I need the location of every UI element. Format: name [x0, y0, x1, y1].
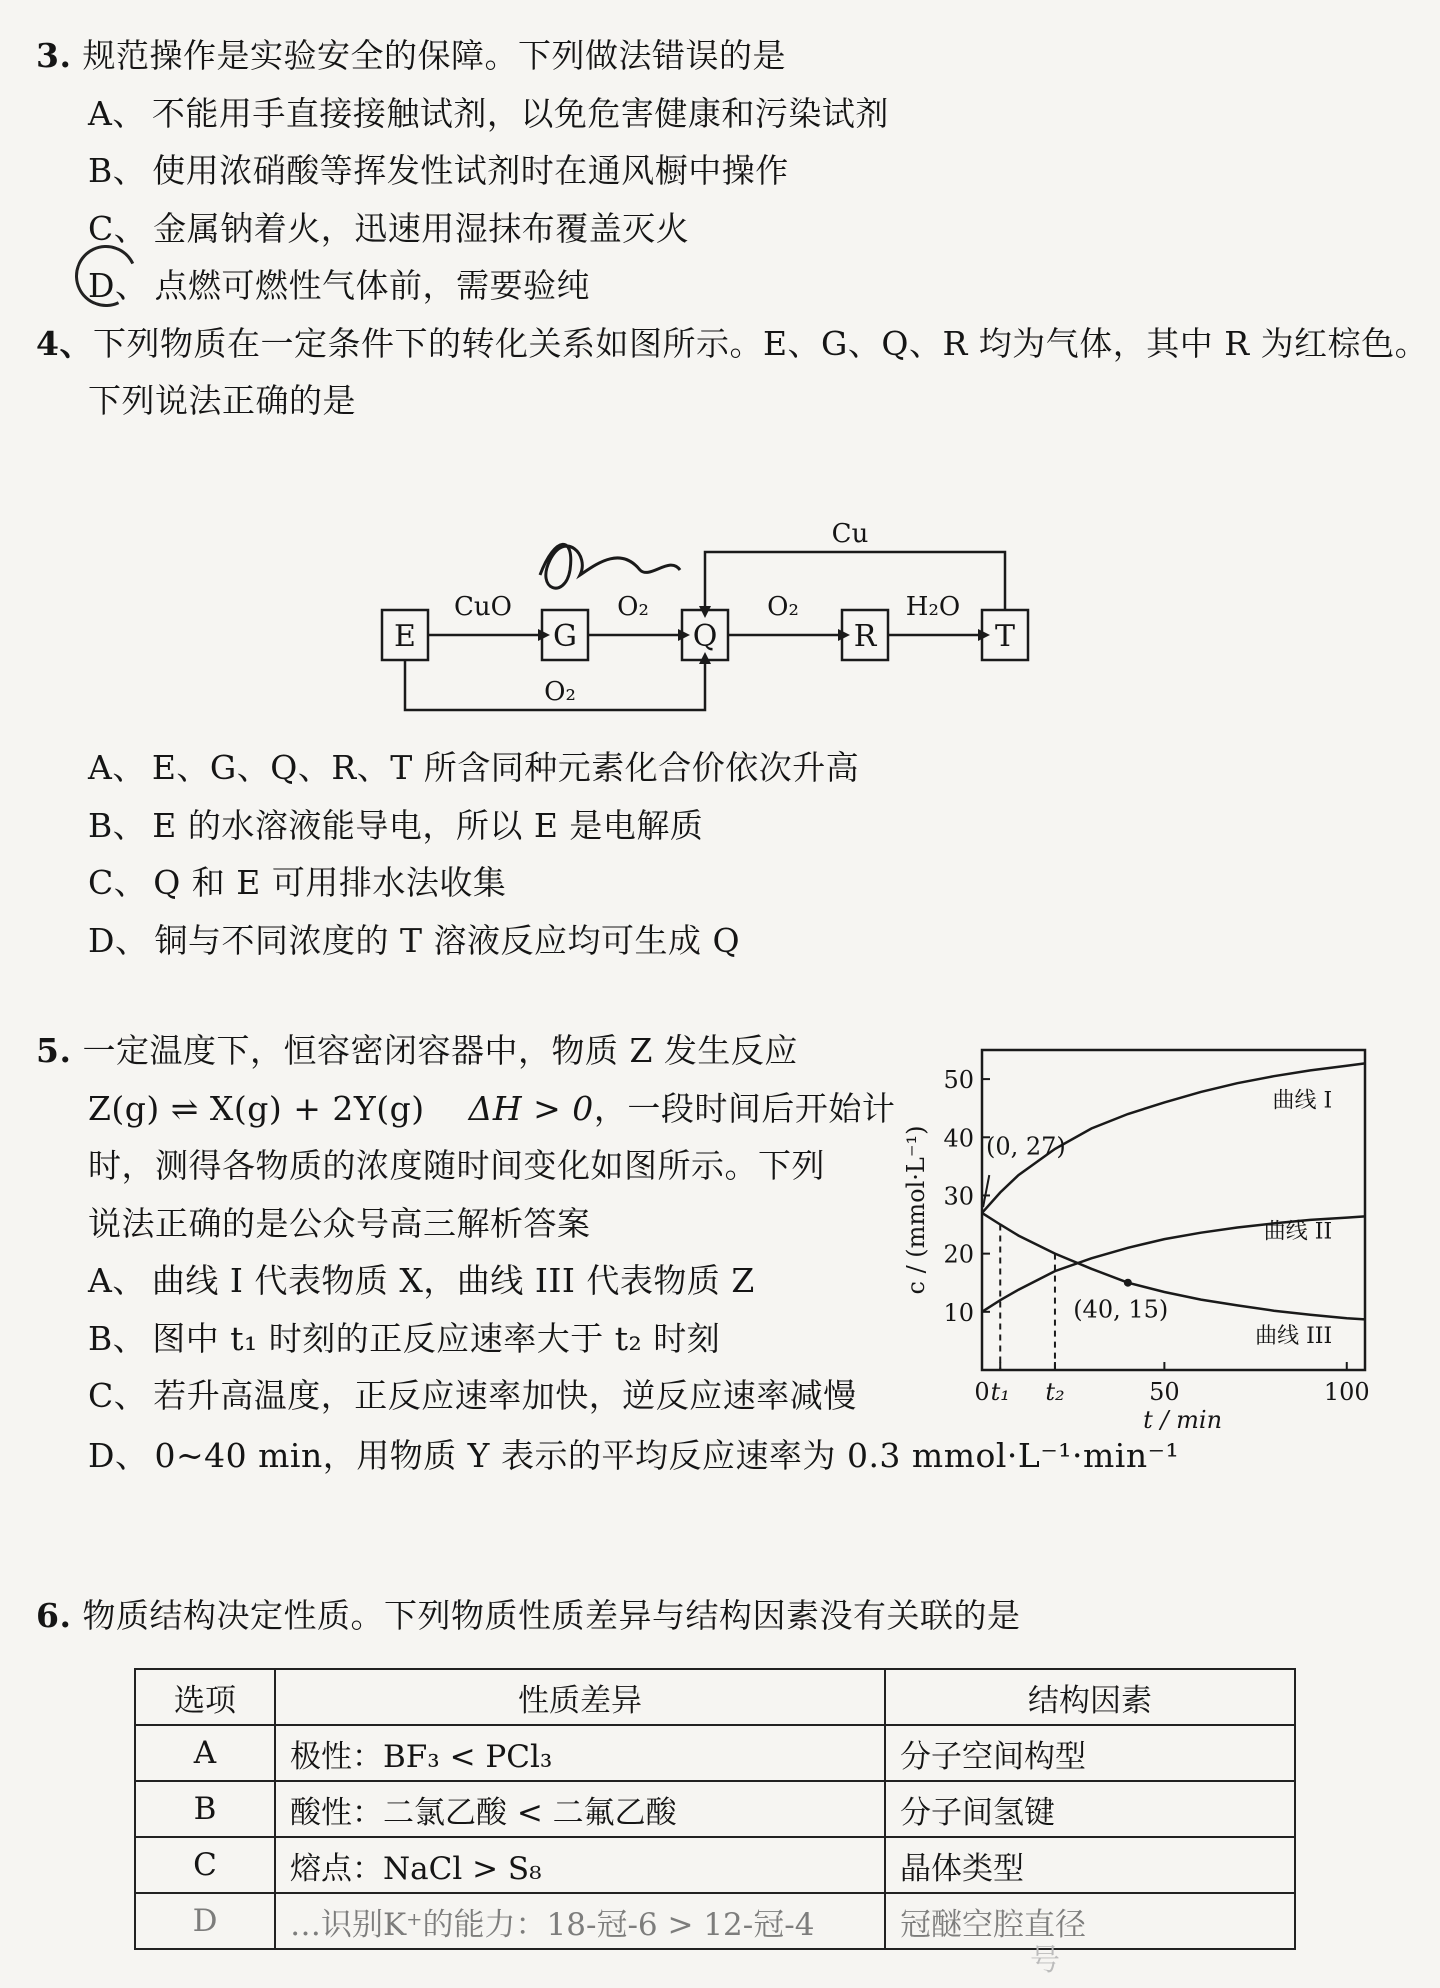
q4-option-a: A、 E、G、Q、R、T 所含同种元素化合价依次升高	[88, 748, 860, 787]
table-header-row	[135, 1669, 1295, 1725]
q3-option-c: C、 金属钠着火，迅速用湿抹布覆盖灭火	[88, 209, 690, 248]
x-tick-label: 0	[974, 1378, 990, 1406]
y-axis-label: c / (mmol·L⁻¹)	[902, 1125, 930, 1295]
series-label-3: 曲线 III	[1255, 1324, 1333, 1350]
q5-concentration-chart	[900, 1030, 1400, 1450]
label-o2-qr: O₂	[767, 592, 799, 622]
q4-option-c: C、 Q 和 E 可用排水法收集	[88, 863, 507, 902]
x-axis-label: t / min	[1143, 1406, 1223, 1434]
label-o2-eq: O₂	[544, 677, 576, 707]
q6-stem: 6. 物质结构决定性质。下列物质性质差异与结构因素没有关联的是	[36, 1596, 1021, 1635]
table-row: A 极性：BF₃ < PCl₃ 分子空间构型	[135, 1725, 1295, 1781]
q4-stem-line1: 4、下列物质在一定条件下的转化关系如图所示。E、G、Q、R 均为气体，其中 R 为红棕色。	[36, 324, 1429, 363]
q5-number: 5.	[36, 1031, 72, 1070]
table-row: C 熔点：NaCl > S₈ 晶体类型	[135, 1837, 1295, 1893]
q3-number: 3.	[36, 36, 72, 75]
annotation-point	[1124, 1279, 1132, 1287]
q3-stem	[36, 30, 786, 77]
y-tick-label: 10	[943, 1298, 974, 1327]
annotation-label: (0, 27)	[986, 1132, 1066, 1161]
annotation-arrow	[983, 1175, 989, 1207]
y-tick-label: 30	[943, 1182, 974, 1211]
q6-number: 6.	[36, 1596, 72, 1635]
q3-stem-text: 规范操作是实验安全的保障。下列做法错误的是	[82, 36, 786, 75]
q3-option-b: B、 使用浓硝酸等挥发性试剂时在通风橱中操作	[88, 151, 789, 190]
q5-option-c: C、 若升高温度，正反应速率加快，逆反应速率减慢	[88, 1376, 857, 1415]
x-tick-label: 100	[1323, 1378, 1370, 1406]
q6-table	[134, 1668, 1296, 1950]
q3-option-d: D、 点燃可燃性气体前，需要验纯	[88, 266, 590, 305]
y-tick-label: 40	[943, 1124, 974, 1153]
q5-option-a: A、 曲线 I 代表物质 X，曲线 III 代表物质 Z	[88, 1261, 755, 1300]
label-cuo: CuO	[454, 592, 512, 622]
q4-option-b: B、 E 的水溶液能导电，所以 E 是电解质	[88, 806, 704, 845]
q5-stem-line1: 5. 一定温度下，恒容密闭容器中，物质 Z 发生反应	[36, 1031, 798, 1070]
watermark: 号	[1030, 1943, 1060, 1978]
x-tick-label: t₂	[1045, 1378, 1065, 1406]
series-label-1: 曲线 I	[1272, 1088, 1333, 1114]
header-option: 选项	[135, 1669, 275, 1725]
label-o2-gq: O₂	[617, 592, 649, 622]
y-tick-label: 20	[943, 1240, 974, 1269]
q5-option-d: D、 0~40 min，用物质 Y 表示的平均反应速率为 0.3 mmol·L⁻¹·min⁻¹	[88, 1436, 1180, 1475]
node-q: Q	[692, 619, 718, 654]
node-t: T	[994, 619, 1016, 654]
x-tick-label: 50	[1149, 1378, 1180, 1406]
q5-option-b: B、 图中 t₁ 时刻的正反应速率大于 t₂ 时刻	[88, 1319, 721, 1358]
table-row: B 酸性：二氯乙酸 < 二氟乙酸 分子间氢键	[135, 1781, 1295, 1837]
header-property: 性质差异	[275, 1669, 885, 1725]
header-structure: 结构因素	[885, 1669, 1295, 1725]
q4-reaction-diagram	[370, 515, 1030, 730]
q5-stem-line2: Z(g) ⇌ X(g) + 2Y(g) ΔH > 0，一段时间后开始计	[88, 1089, 896, 1128]
q4-number: 4、	[36, 324, 93, 363]
node-r: R	[853, 619, 877, 654]
label-h2o: H₂O	[905, 592, 961, 622]
node-e: E	[394, 619, 416, 654]
handwritten-scribble	[540, 544, 680, 588]
y-tick-label: 50	[943, 1066, 974, 1095]
x-tick-label: t₁	[990, 1378, 1010, 1406]
table-row: D …识别K⁺的能力：18-冠-6 > 12-冠-4 冠醚空腔直径	[135, 1893, 1295, 1949]
q5-stem-line4: 说法正确的是公众号高三解析答案	[88, 1204, 591, 1243]
series-label-2: 曲线 II	[1263, 1219, 1333, 1245]
q4-stem-line2: 下列说法正确的是	[88, 381, 356, 420]
q5-stem-line3: 时，测得各物质的浓度随时间变化如图所示。下列	[88, 1146, 825, 1185]
q3-option-a: A、 不能用手直接接触试剂，以免危害健康和污染试剂	[88, 94, 889, 133]
label-cu: Cu	[831, 519, 869, 549]
node-g: G	[553, 619, 577, 654]
q4-option-d: D、 铜与不同浓度的 T 溶液反应均可生成 Q	[88, 921, 741, 960]
annotation-label: (40, 15)	[1073, 1295, 1169, 1324]
